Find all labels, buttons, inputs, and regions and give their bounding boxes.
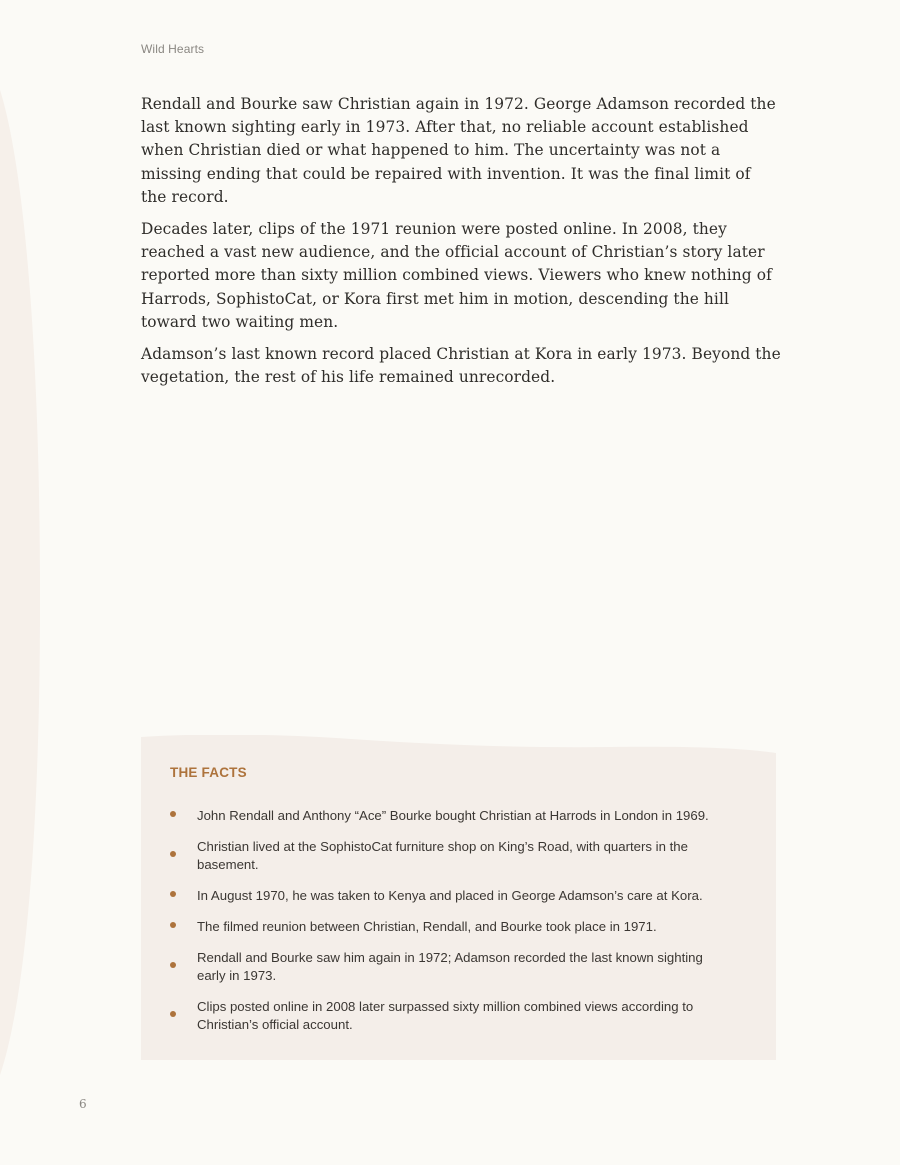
bullet-dot-icon [170, 922, 176, 928]
facts-list [170, 807, 730, 1047]
decorative-side-curve [0, 0, 60, 1165]
facts-item-text: John Rendall and Anthony “Ace” Bourke bought Christian at Harrods in London in 1969. [197, 808, 709, 823]
bullet-dot-icon [170, 1011, 176, 1017]
bullet-dot-icon [170, 851, 176, 857]
facts-item-text: Rendall and Bourke saw him again in 1972; Adamson recorded the last known sighting early in 1973. [197, 950, 703, 983]
body-text [141, 93, 781, 398]
bullet-dot-icon [170, 811, 176, 817]
body-paragraph: Adamson’s last known record placed Christian at Kora in early 1973. Beyond the vegetation, the rest of his life remained unrecorded. [141, 345, 781, 387]
body-paragraph: Rendall and Bourke saw Christian again in 1972. George Adamson recorded the last known sighting early in 1973. After that, no reliable account established when Christian died or what happened to him. The uncertainty was not a missing ending that could be repaired with invention. It was the final limit of the record. [141, 95, 776, 206]
facts-list-item [170, 918, 730, 936]
facts-list-item [170, 887, 730, 905]
facts-item-text: Christian lived at the SophistoCat furniture shop on King’s Road, with quarters in the basement. [197, 839, 688, 872]
facts-title: THE FACTS [170, 765, 247, 780]
bullet-dot-icon [170, 891, 176, 897]
facts-list-item [170, 838, 730, 874]
running-header: Wild Hearts [141, 42, 205, 56]
facts-box [141, 735, 776, 1060]
facts-item-text: In August 1970, he was taken to Kenya and placed in George Adamson’s care at Kora. [197, 888, 703, 903]
bullet-dot-icon [170, 962, 176, 968]
facts-list-item [170, 949, 730, 985]
facts-list-item [170, 807, 730, 825]
page-number: 6 [79, 1097, 87, 1111]
facts-item-text: The filmed reunion between Christian, Rendall, and Bourke took place in 1971. [197, 919, 657, 934]
facts-list-item [170, 998, 730, 1034]
facts-item-text: Clips posted online in 2008 later surpassed sixty million combined views according to Christian’s official account. [197, 999, 694, 1032]
body-paragraph: Decades later, clips of the 1971 reunion were posted online. In 2008, they reached a vast new audience, and the official account of Christian’s story later reported more than sixty million combined views. Viewers who knew nothing of Harrods, SophistoCat, or Kora first met him in motion, descending the hill toward two waiting men. [141, 220, 772, 331]
